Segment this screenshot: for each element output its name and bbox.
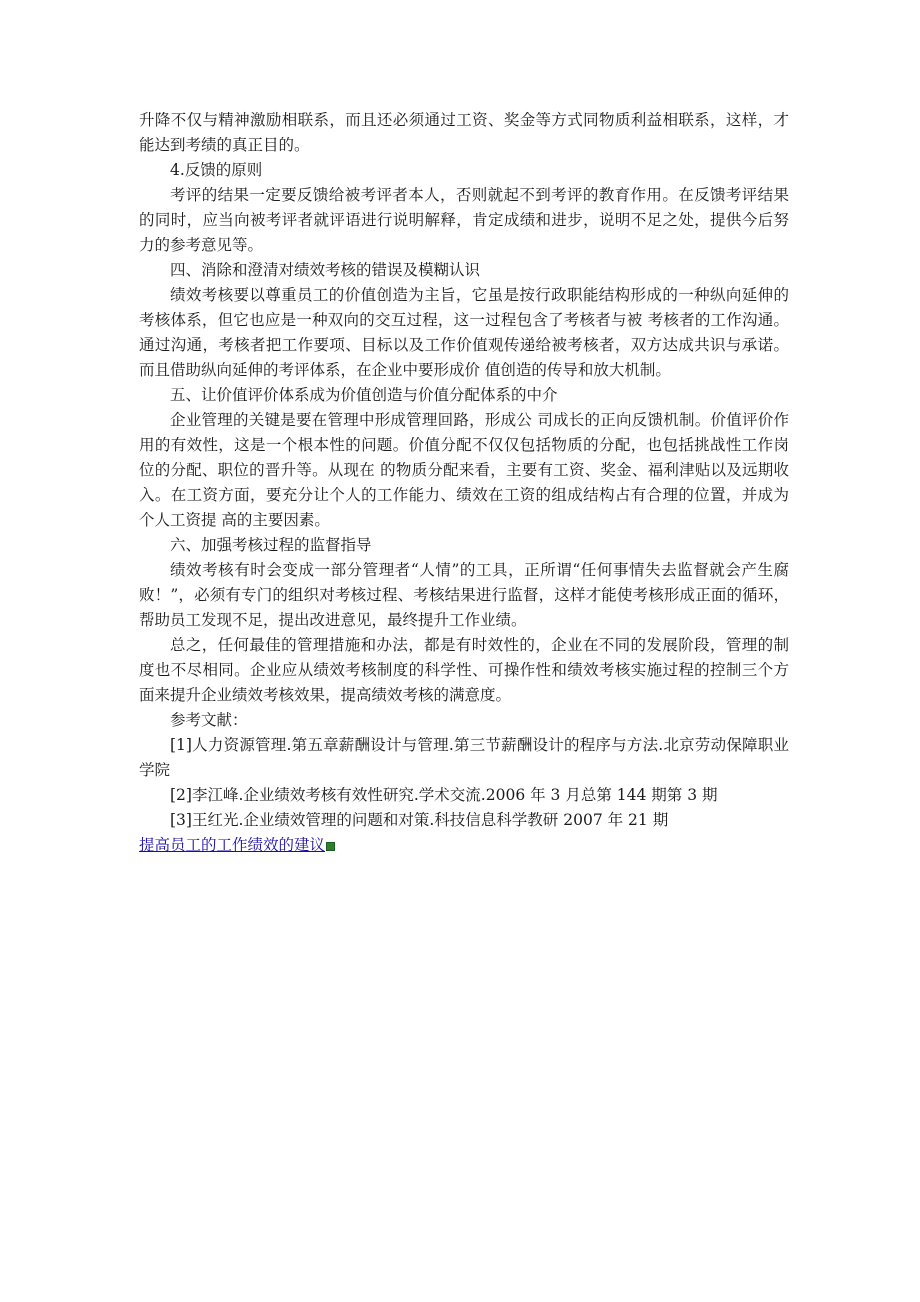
related-link-line	[139, 833, 789, 858]
paragraph-continuation: 升降不仅与精神激励相联系，而且还必须通过工资、奖金等方式同物质利益相联系，这样，才能达到考绩的真正目的。	[139, 111, 789, 154]
heading-feedback-principle: 4.反馈的原则	[170, 161, 263, 179]
green-square-icon	[326, 842, 335, 851]
heading-section-six: 六、加强考核过程的监督指导	[170, 536, 372, 554]
document-body	[139, 108, 789, 858]
reference-item-3: [3]王红光.企业绩效管理的问题和对策.科技信息科学教研 2007 年 21 期	[170, 811, 669, 829]
paragraph-section-five: 企业管理的关键是要在管理中形成管理回路，形成公 司成长的正向反馈机制。价值评价作用的有效性，这是一个根本性的问题。价值分配不仅仅包括物质的分配，也包括挑战性工作岗位的分配、职位的晋升等。从现在 的物质分配来看，主要有工资、奖金、福利津贴以及远期收入。在工资方面，要充分让个人的工作能力、绩效在工资的组成结构占有合理的位置，并成为个人工资提 高的主要因素。	[139, 411, 789, 529]
related-article-link[interactable]: 提高员工的工作绩效的建议	[139, 836, 326, 854]
paragraph-feedback: 考评的结果一定要反馈给被考评者本人，否则就起不到考评的教育作用。在反馈考评结果的同时，应当向被考评者就评语进行说明解释，肯定成绩和进步，说明不足之处，提供今后努力的参考意见等。	[139, 186, 789, 254]
reference-item-2: [2]李江峰.企业绩效考核有效性研究.学术交流.2006 年 3 月总第 144 期第 3 期	[170, 786, 718, 804]
references-heading: 参考文献：	[170, 711, 248, 729]
paragraph-section-six: 绩效考核有时会变成一部分管理者“人情”的工具，正所谓“任何事情失去监督就会产生腐败！”，必须有专门的组织对考核过程、考核结果进行监督，这样才能使考核形成正面的循环，帮助员工发现不足，提出改进意见，最终提升工作业绩。	[139, 561, 789, 629]
heading-section-five: 五、让价值评价体系成为价值创造与价值分配体系的中介	[170, 386, 558, 404]
heading-section-four: 四、消除和澄清对绩效考核的错误及模糊认识	[170, 261, 481, 279]
paragraph-conclusion: 总之，任何最佳的管理措施和办法，都是有时效性的，企业在不同的发展阶段，管理的制度也不尽相同。企业应从绩效考核制度的科学性、可操作性和绩效考核实施过程的控制三个方面来提升企业绩效考核效果，提高绩效考核的满意度。	[139, 636, 789, 704]
paragraph-section-four: 绩效考核要以尊重员工的价值创造为主旨，它虽是按行政职能结构形成的一种纵向延伸的考核体系，但它也应是一种双向的交互过程，这一过程包含了考核者与被 考核者的工作沟通。通过沟通，考核者把工作要项、目标以及工作价值观传递给被考核者，双方达成共识与承诺。而且借助纵向延伸的考评体系，在企业中要形成价 值创造的传导和放大机制。	[139, 286, 789, 379]
reference-item-1: [1]人力资源管理.第五章薪酬设计与管理.第三节薪酬设计的程序与方法.北京劳动保障职业学院	[139, 736, 789, 779]
